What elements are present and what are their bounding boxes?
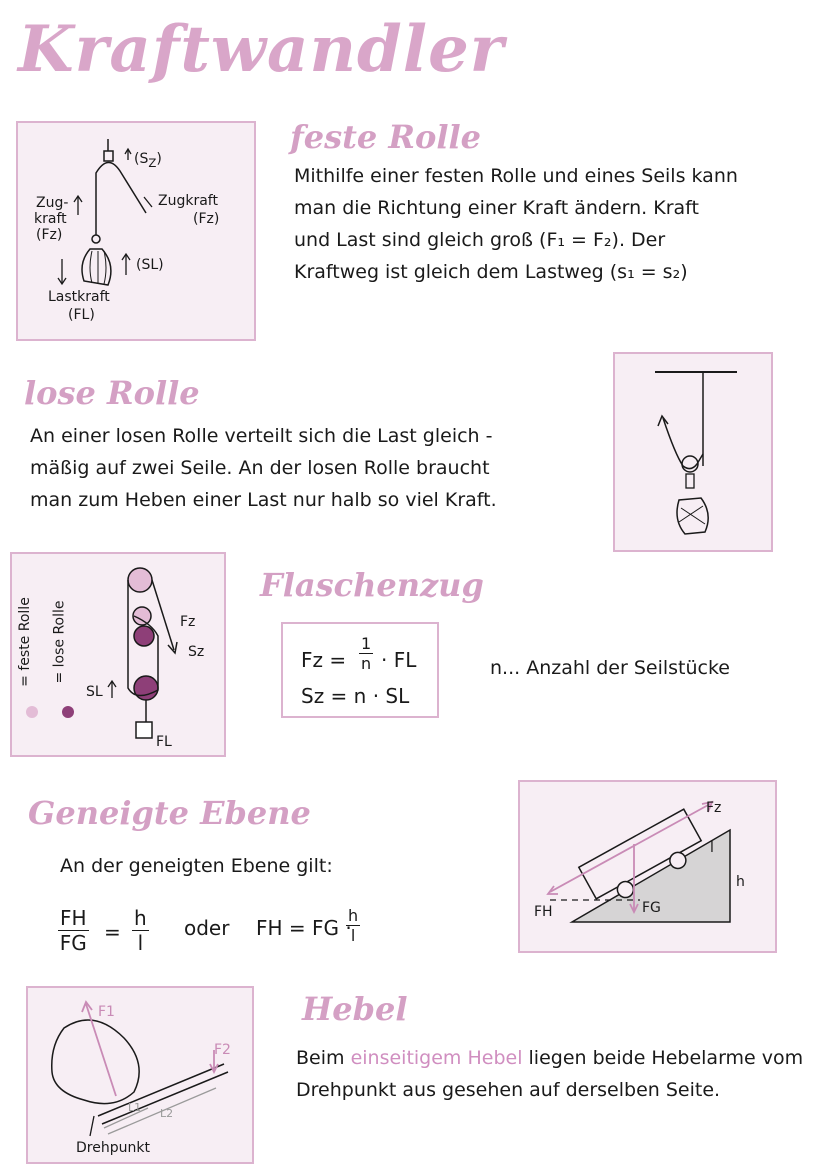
fig-fz-label: Fz — [706, 800, 722, 816]
lose-rolle-line-2: mäßig auf zwei Seile. An der losen Rolle braucht — [30, 457, 490, 479]
feste-rolle-text — [294, 160, 814, 288]
lose-rolle-heading: lose Rolle — [24, 374, 200, 412]
fig-zugkraft-left-label: Zug- — [36, 195, 69, 211]
feste-rolle-line-3: und Last sind gleich groß (F₁ = F₂). Der — [294, 229, 666, 251]
fig-h-label: h — [736, 874, 745, 890]
fig-l-label: l — [710, 840, 714, 856]
fig-l1-label: L1 — [128, 1101, 142, 1114]
formula-fz-right: · FL — [381, 648, 417, 672]
fig-drehpunkt-label: Drehpunkt — [76, 1140, 150, 1156]
hebel-text — [296, 1042, 816, 1106]
formula-fz-fraction: $\frac{1}{n}$ — [361, 634, 372, 673]
hebel-heading: Hebel — [302, 990, 408, 1028]
feste-rolle-heading: feste Rolle — [290, 118, 482, 156]
fig-fl-label: (FL) — [68, 307, 95, 323]
feste-rolle-line-1: Mithilfe einer festen Rolle und eines Seils kann — [294, 165, 738, 187]
hebel-line-1: Beim einseitigem Hebel liegen beide Hebelarme vom — [296, 1047, 804, 1069]
einseitiger-hebel-highlight: einseitigem Hebel — [350, 1047, 523, 1069]
formula-fh: FH = FG · — [256, 916, 352, 940]
fig-f2-label: F2 — [214, 1042, 231, 1058]
formula-fh-fraction: $\frac{h}{l}$ — [348, 906, 359, 945]
ratio-equals: = — [104, 920, 121, 944]
fig-sl-label: SL — [86, 684, 103, 700]
ratio-fraction-f: $\frac{FH}{FG}$ — [59, 906, 87, 955]
fig-sl-label: (SL) — [136, 257, 164, 273]
fig-fz-label: Fz — [180, 614, 196, 630]
feste-rolle-line-4: Kraftweg ist gleich dem Lastweg (s₁ = s₂) — [294, 261, 688, 283]
flaschenzug-heading: Flaschenzug — [260, 566, 484, 604]
flaschenzug-note: n... Anzahl der Seilstücke — [490, 657, 730, 679]
lose-rolle-line-1: An einer losen Rolle verteilt sich die Last gleich - — [30, 425, 493, 447]
geneigte-ebene-intro: An der geneigten Ebene gilt: — [60, 855, 333, 877]
fig-zugkraft-left-label2: kraft — [34, 211, 67, 227]
fig-fl-label: FL — [156, 734, 172, 750]
feste-rolle-line-2: man die Richtung einer Kraft ändern. Kraft — [294, 197, 699, 219]
fig-fz-left-label: (Fz) — [36, 227, 63, 243]
fig-fg-label: FG — [642, 900, 661, 916]
hebel-line-2: Drehpunkt aus gesehen auf derselben Seite. — [296, 1079, 721, 1101]
flaschenzug-figure — [10, 552, 226, 757]
oder-label: oder — [184, 916, 230, 940]
lose-rolle-diagram — [615, 354, 775, 554]
fig-fh-label: FH — [534, 904, 553, 920]
fig-f1-label: F1 — [98, 1004, 115, 1020]
formula-sz: Sz = n · SL — [301, 684, 410, 708]
fig-zugkraft-right-label: Zugkraft — [158, 193, 218, 209]
fig-sz-label: Sz — [188, 644, 205, 660]
ratio-fraction-h: $\frac{h}{l}$ — [134, 906, 147, 955]
flaschenzug-formula-box — [281, 622, 439, 718]
geneigte-ebene-figure — [518, 780, 777, 953]
legend-lose-rolle: = lose Rolle — [51, 600, 68, 684]
geneigte-ebene-diagram — [520, 782, 779, 955]
feste-rolle-figure — [16, 121, 256, 341]
fig-l2-label: L2 — [160, 1107, 174, 1120]
lose-rolle-text — [30, 420, 590, 516]
hebel-figure — [26, 986, 254, 1164]
fig-fz-right-label: (Fz) — [193, 211, 220, 227]
lose-rolle-line-3: man zum Heben einer Last nur halb so viel Kraft. — [30, 489, 497, 511]
formula-fz-left: Fz = — [301, 648, 347, 672]
page-title: Kraftwandler — [18, 12, 505, 87]
fig-sz-label: $(S_Z)$ — [134, 151, 162, 170]
geneigte-ebene-heading: Geneigte Ebene — [28, 794, 311, 832]
lose-rolle-figure — [613, 352, 773, 552]
fig-lastkraft-label: Lastkraft — [48, 289, 110, 305]
legend-feste-rolle: = feste Rolle — [16, 597, 33, 687]
